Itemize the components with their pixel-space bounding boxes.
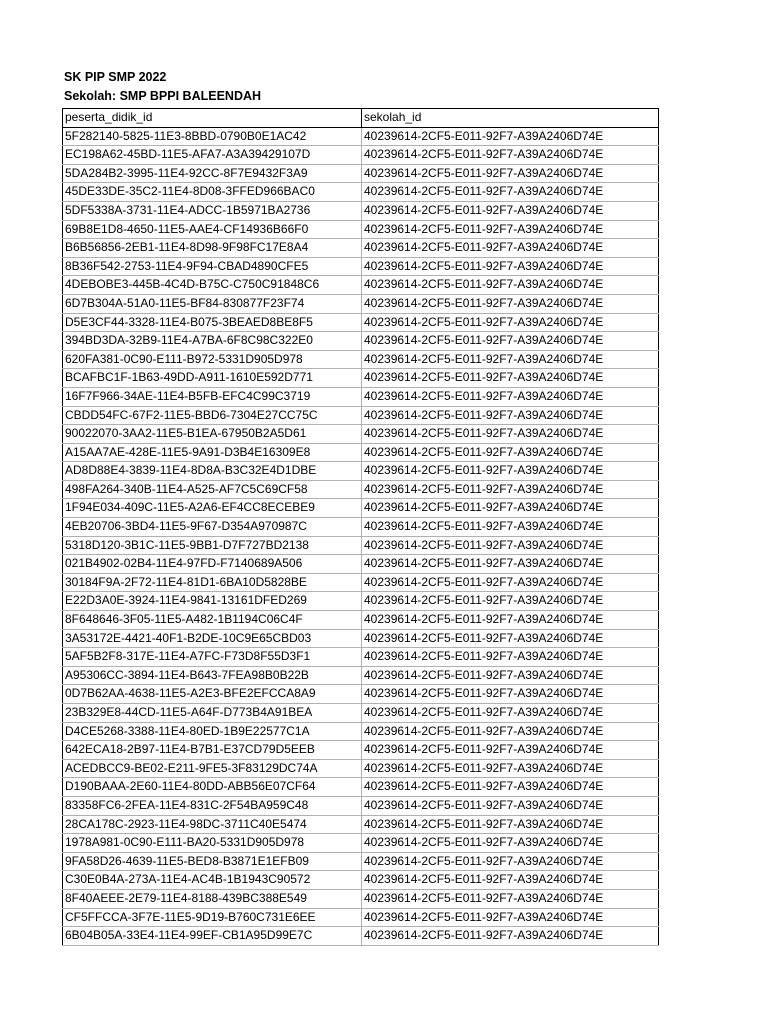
cell-peserta-didik-id: 8B36F542-2753-11E4-9F94-CBAD4890CFE5	[63, 257, 362, 276]
cell-sekolah-id: 40239614-2CF5-E011-92F7-A39A2406D74E	[362, 294, 659, 313]
table-row	[63, 164, 659, 183]
cell-peserta-didik-id: D4CE5268-3388-11E4-80ED-1B9E22577C1A	[63, 722, 362, 741]
cell-sekolah-id: 40239614-2CF5-E011-92F7-A39A2406D74E	[362, 518, 659, 537]
cell-sekolah-id: 40239614-2CF5-E011-92F7-A39A2406D74E	[362, 443, 659, 462]
table-row	[63, 852, 659, 871]
cell-peserta-didik-id: D5E3CF44-3328-11E4-B075-3BEAED8BE8F5	[63, 313, 362, 332]
cell-sekolah-id: 40239614-2CF5-E011-92F7-A39A2406D74E	[362, 704, 659, 723]
cell-sekolah-id: 40239614-2CF5-E011-92F7-A39A2406D74E	[362, 387, 659, 406]
cell-sekolah-id: 40239614-2CF5-E011-92F7-A39A2406D74E	[362, 406, 659, 425]
student-table	[62, 108, 659, 946]
cell-peserta-didik-id: 5AF5B2F8-317E-11E4-A7FC-F73D8F55D3F1	[63, 648, 362, 667]
table-row	[63, 220, 659, 239]
table-row	[63, 908, 659, 927]
cell-peserta-didik-id: 6D7B304A-51A0-11E5-BF84-830877F23F74	[63, 294, 362, 313]
cell-peserta-didik-id: 90022070-3AA2-11E5-B1EA-67950B2A5D61	[63, 425, 362, 444]
table-row	[63, 406, 659, 425]
table-row	[63, 648, 659, 667]
cell-sekolah-id: 40239614-2CF5-E011-92F7-A39A2406D74E	[362, 778, 659, 797]
table-row	[63, 778, 659, 797]
cell-sekolah-id: 40239614-2CF5-E011-92F7-A39A2406D74E	[362, 685, 659, 704]
cell-peserta-didik-id: 8F648646-3F05-11E5-A482-1B1194C06C4F	[63, 611, 362, 630]
header-peserta-didik-id: peserta_didik_id	[63, 109, 362, 128]
cell-sekolah-id: 40239614-2CF5-E011-92F7-A39A2406D74E	[362, 741, 659, 760]
cell-peserta-didik-id: 28CA178C-2923-11E4-98DC-3711C40E5474	[63, 815, 362, 834]
cell-peserta-didik-id: 83358FC6-2FEA-11E4-831C-2F54BA959C48	[63, 796, 362, 815]
cell-peserta-didik-id: 620FA381-0C90-E111-B972-5331D905D978	[63, 350, 362, 369]
cell-sekolah-id: 40239614-2CF5-E011-92F7-A39A2406D74E	[362, 815, 659, 834]
table-row	[63, 332, 659, 351]
table-row	[63, 183, 659, 202]
table-row	[63, 387, 659, 406]
cell-peserta-didik-id: A15AA7AE-428E-11E5-9A91-D3B4E16309E8	[63, 443, 362, 462]
cell-peserta-didik-id: 1978A981-0C90-E111-BA20-5331D905D978	[63, 834, 362, 853]
cell-peserta-didik-id: 498FA264-340B-11E4-A525-AF7C5C69CF58	[63, 480, 362, 499]
cell-peserta-didik-id: 5DA284B2-3995-11E4-92CC-8F7E9432F3A9	[63, 164, 362, 183]
cell-sekolah-id: 40239614-2CF5-E011-92F7-A39A2406D74E	[362, 871, 659, 890]
table-row	[63, 927, 659, 946]
table-row	[63, 127, 659, 146]
cell-peserta-didik-id: 9FA58D26-4639-11E5-BED8-B3871E1EFB09	[63, 852, 362, 871]
table-row	[63, 369, 659, 388]
cell-sekolah-id: 40239614-2CF5-E011-92F7-A39A2406D74E	[362, 889, 659, 908]
cell-sekolah-id: 40239614-2CF5-E011-92F7-A39A2406D74E	[362, 555, 659, 574]
cell-sekolah-id: 40239614-2CF5-E011-92F7-A39A2406D74E	[362, 536, 659, 555]
cell-sekolah-id: 40239614-2CF5-E011-92F7-A39A2406D74E	[362, 369, 659, 388]
cell-peserta-didik-id: 0D7B62AA-4638-11E5-A2E3-BFE2EFCCA8A9	[63, 685, 362, 704]
cell-sekolah-id: 40239614-2CF5-E011-92F7-A39A2406D74E	[362, 183, 659, 202]
cell-peserta-didik-id: CF5FFCCA-3F7E-11E5-9D19-B760C731E6EE	[63, 908, 362, 927]
table-row	[63, 294, 659, 313]
cell-sekolah-id: 40239614-2CF5-E011-92F7-A39A2406D74E	[362, 201, 659, 220]
cell-sekolah-id: 40239614-2CF5-E011-92F7-A39A2406D74E	[362, 648, 659, 667]
cell-sekolah-id: 40239614-2CF5-E011-92F7-A39A2406D74E	[362, 220, 659, 239]
cell-sekolah-id: 40239614-2CF5-E011-92F7-A39A2406D74E	[362, 592, 659, 611]
cell-peserta-didik-id: C30E0B4A-273A-11E4-AC4B-1B1943C90572	[63, 871, 362, 890]
cell-peserta-didik-id: 6B04B05A-33E4-11E4-99EF-CB1A95D99E7C	[63, 927, 362, 946]
table-row	[63, 201, 659, 220]
cell-sekolah-id: 40239614-2CF5-E011-92F7-A39A2406D74E	[362, 927, 659, 946]
cell-peserta-didik-id: 642ECA18-2B97-11E4-B7B1-E37CD79D5EEB	[63, 741, 362, 760]
cell-sekolah-id: 40239614-2CF5-E011-92F7-A39A2406D74E	[362, 852, 659, 871]
cell-peserta-didik-id: 16F7F966-34AE-11E4-B5FB-EFC4C99C3719	[63, 387, 362, 406]
table-row	[63, 536, 659, 555]
table-row	[63, 834, 659, 853]
table-row	[63, 425, 659, 444]
cell-peserta-didik-id: 4EB20706-3BD4-11E5-9F67-D354A970987C	[63, 518, 362, 537]
table-row	[63, 573, 659, 592]
table-row	[63, 480, 659, 499]
table-row	[63, 555, 659, 574]
table-row	[63, 276, 659, 295]
cell-sekolah-id: 40239614-2CF5-E011-92F7-A39A2406D74E	[362, 666, 659, 685]
cell-peserta-didik-id: D190BAAA-2E60-11E4-80DD-ABB56E07CF64	[63, 778, 362, 797]
cell-sekolah-id: 40239614-2CF5-E011-92F7-A39A2406D74E	[362, 573, 659, 592]
cell-sekolah-id: 40239614-2CF5-E011-92F7-A39A2406D74E	[362, 834, 659, 853]
table-row	[63, 889, 659, 908]
cell-peserta-didik-id: 1F94E034-409C-11E5-A2A6-EF4CC8ECEBE9	[63, 499, 362, 518]
cell-peserta-didik-id: 394BD3DA-32B9-11E4-A7BA-6F8C98C322E0	[63, 332, 362, 351]
table-row	[63, 146, 659, 165]
cell-peserta-didik-id: 3A53172E-4421-40F1-B2DE-10C9E65CBD03	[63, 629, 362, 648]
cell-peserta-didik-id: ACEDBCC9-BE02-E211-9FE5-3F83129DC74A	[63, 759, 362, 778]
cell-sekolah-id: 40239614-2CF5-E011-92F7-A39A2406D74E	[362, 611, 659, 630]
cell-sekolah-id: 40239614-2CF5-E011-92F7-A39A2406D74E	[362, 257, 659, 276]
cell-peserta-didik-id: 8F40AEEE-2E79-11E4-8188-439BC388E549	[63, 889, 362, 908]
table-row	[63, 313, 659, 332]
cell-peserta-didik-id: 30184F9A-2F72-11E4-81D1-6BA10D5828BE	[63, 573, 362, 592]
cell-peserta-didik-id: AD8D88E4-3839-11E4-8D8A-B3C32E4D1DBE	[63, 462, 362, 481]
cell-peserta-didik-id: 021B4902-02B4-11E4-97FD-F7140689A506	[63, 555, 362, 574]
cell-peserta-didik-id: E22D3A0E-3924-11E4-9841-13161DFED269	[63, 592, 362, 611]
document-title: SK PIP SMP 2022	[64, 70, 167, 84]
table-row	[63, 462, 659, 481]
cell-sekolah-id: 40239614-2CF5-E011-92F7-A39A2406D74E	[362, 759, 659, 778]
cell-sekolah-id: 40239614-2CF5-E011-92F7-A39A2406D74E	[362, 146, 659, 165]
table-row	[63, 629, 659, 648]
table-row	[63, 257, 659, 276]
cell-sekolah-id: 40239614-2CF5-E011-92F7-A39A2406D74E	[362, 796, 659, 815]
cell-sekolah-id: 40239614-2CF5-E011-92F7-A39A2406D74E	[362, 239, 659, 258]
cell-sekolah-id: 40239614-2CF5-E011-92F7-A39A2406D74E	[362, 722, 659, 741]
table-row	[63, 704, 659, 723]
table-header-row	[63, 109, 659, 128]
school-line: Sekolah: SMP BPPI BALEENDAH	[64, 89, 262, 103]
table-row	[63, 759, 659, 778]
table-row	[63, 239, 659, 258]
cell-sekolah-id: 40239614-2CF5-E011-92F7-A39A2406D74E	[362, 499, 659, 518]
cell-sekolah-id: 40239614-2CF5-E011-92F7-A39A2406D74E	[362, 276, 659, 295]
table-row	[63, 350, 659, 369]
cell-sekolah-id: 40239614-2CF5-E011-92F7-A39A2406D74E	[362, 164, 659, 183]
cell-sekolah-id: 40239614-2CF5-E011-92F7-A39A2406D74E	[362, 127, 659, 146]
table-row	[63, 815, 659, 834]
cell-sekolah-id: 40239614-2CF5-E011-92F7-A39A2406D74E	[362, 908, 659, 927]
cell-peserta-didik-id: 23B329E8-44CD-11E5-A64F-D773B4A91BEA	[63, 704, 362, 723]
cell-sekolah-id: 40239614-2CF5-E011-92F7-A39A2406D74E	[362, 313, 659, 332]
cell-sekolah-id: 40239614-2CF5-E011-92F7-A39A2406D74E	[362, 629, 659, 648]
cell-peserta-didik-id: EC198A62-45BD-11E5-AFA7-A3A39429107D	[63, 146, 362, 165]
cell-peserta-didik-id: B6B56856-2EB1-11E4-8D98-9F98FC17E8A4	[63, 239, 362, 258]
table-row	[63, 741, 659, 760]
cell-peserta-didik-id: 69B8E1D8-4650-11E5-AAE4-CF14936B66F0	[63, 220, 362, 239]
table-row	[63, 685, 659, 704]
table-row	[63, 666, 659, 685]
cell-sekolah-id: 40239614-2CF5-E011-92F7-A39A2406D74E	[362, 480, 659, 499]
header-sekolah-id: sekolah_id	[362, 109, 659, 128]
cell-sekolah-id: 40239614-2CF5-E011-92F7-A39A2406D74E	[362, 350, 659, 369]
cell-peserta-didik-id: 5DF5338A-3731-11E4-ADCC-1B5971BA2736	[63, 201, 362, 220]
cell-peserta-didik-id: 45DE33DE-35C2-11E4-8D08-3FFED966BAC0	[63, 183, 362, 202]
table-row	[63, 443, 659, 462]
cell-sekolah-id: 40239614-2CF5-E011-92F7-A39A2406D74E	[362, 462, 659, 481]
table-row	[63, 796, 659, 815]
cell-peserta-didik-id: A95306CC-3894-11E4-B643-7FEA98B0B22B	[63, 666, 362, 685]
cell-peserta-didik-id: 4DEBOBE3-445B-4C4D-B75C-C750C91848C6	[63, 276, 362, 295]
table-row	[63, 518, 659, 537]
table-row	[63, 592, 659, 611]
cell-peserta-didik-id: BCAFBC1F-1B63-49DD-A911-1610E592D771	[63, 369, 362, 388]
cell-sekolah-id: 40239614-2CF5-E011-92F7-A39A2406D74E	[362, 425, 659, 444]
table-row	[63, 722, 659, 741]
cell-peserta-didik-id: 5318D120-3B1C-11E5-9BB1-D7F727BD2138	[63, 536, 362, 555]
table-row	[63, 611, 659, 630]
table-row	[63, 871, 659, 890]
cell-peserta-didik-id: 5F282140-5825-11E3-8BBD-0790B0E1AC42	[63, 127, 362, 146]
cell-sekolah-id: 40239614-2CF5-E011-92F7-A39A2406D74E	[362, 332, 659, 351]
cell-peserta-didik-id: CBDD54FC-67F2-11E5-BBD6-7304E27CC75C	[63, 406, 362, 425]
table-row	[63, 499, 659, 518]
